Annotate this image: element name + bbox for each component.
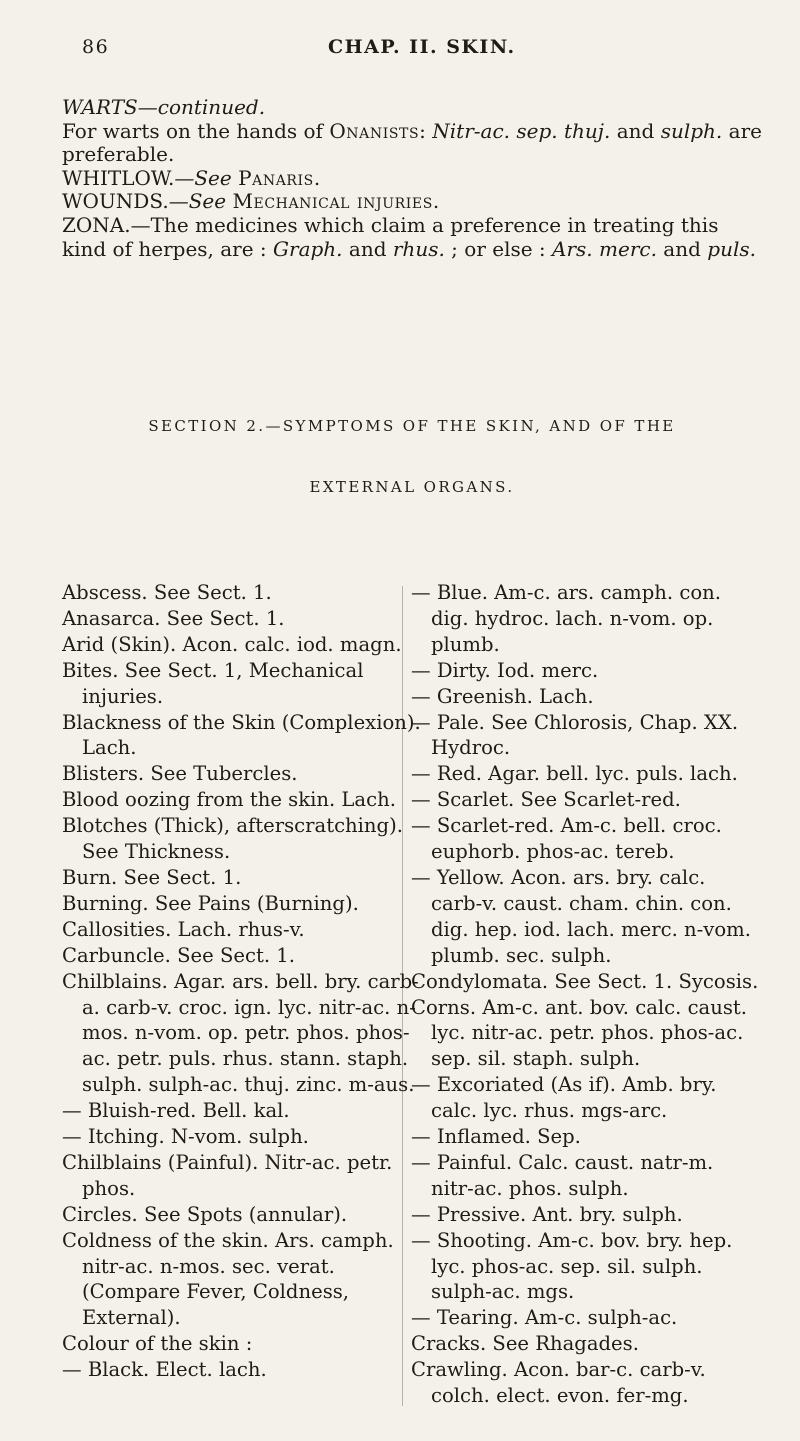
entry-left: Coldness of the skin. Ars. camph. nitr-ac. n-mos. sec. verat. (Compare Fever, Coldness, External).: [62, 1228, 394, 1330]
zona-text-2: ; or else :: [444, 236, 553, 261]
whitlow-entry: [62, 167, 762, 191]
entry-left: Burn. See Sect. 1.: [62, 865, 242, 889]
warts-end: are preferable.: [62, 118, 762, 167]
zona-label: ZONA.: [62, 212, 131, 237]
warts-onanists: Onanists: [329, 118, 420, 143]
zona-entry: [62, 214, 762, 261]
wounds-entry: [62, 190, 762, 214]
entry-right: Cracks. See Rhagades.: [411, 1332, 639, 1356]
entry-right: — Scarlet-red. Am-c. bell. croc. euphorb. phos-ac. tereb.: [411, 814, 722, 864]
entry-right: — Inflamed. Sep.: [411, 1125, 581, 1149]
entry-left: Bites. See Sect. 1, Mechanical injuries.: [62, 658, 364, 708]
entry-right: — Excoriated (As if). Amb. bry. calc. lyc. rhus. mgs-arc.: [411, 1073, 717, 1123]
entry-left: Arid (Skin). Acon. calc. iod. magn.: [62, 632, 402, 656]
zona-ars: Ars. merc.: [552, 236, 657, 261]
warts-entry: [62, 96, 762, 167]
entry-left: Anasarca. See Sect. 1.: [62, 606, 285, 630]
entry-left: Callosities. Lach. rhus-v.: [62, 917, 305, 941]
entry-right: — Pale. See Chlorosis, Chap. XX. Hydroc.: [411, 710, 739, 760]
whitlow-ref: Panaris.: [238, 165, 321, 190]
entry-right: — Scarlet. See Scarlet-red.: [411, 788, 681, 812]
entry-right: — Yellow. Acon. ars. bry. calc. carb-v. caust. cham. chin. con. dig. hep. iod. lach. merc. n-vom. plumb. sec. sulph.: [411, 865, 751, 967]
warts-sulph: sulph.: [660, 118, 723, 143]
zona-and-1: and: [342, 236, 393, 261]
zona-rhus: rhus.: [392, 236, 445, 261]
section-title-line-2: EXTERNAL ORGANS.: [309, 478, 515, 496]
entry-right: Crawling. Acon. bar-c. carb-v. colch. elect. evon. fer-mg.: [411, 1358, 706, 1408]
warts-text-1: For warts on the hands of: [62, 118, 323, 143]
entry-right: Condylomata. See Sect. 1. Sycosis.: [411, 969, 759, 993]
entry-right: — Blue. Am-c. ars. camph. con. dig. hydroc. lach. n-vom. op. plumb.: [411, 581, 721, 656]
entry-right: — Pressive. Ant. bry. sulph.: [411, 1202, 683, 1226]
entry-left: Circles. See Spots (annular).: [62, 1202, 348, 1226]
entry-left: Blood oozing from the skin. Lach.: [62, 788, 396, 812]
entry-right: — Painful. Calc. caust. natr-m. nitr-ac. phos. sulph.: [411, 1150, 714, 1200]
entry-right: Corns. Am-c. ant. bov. calc. caust. lyc. nitr-ac. petr. phos. phos-ac. sep. sil. staph. sulph.: [411, 995, 748, 1071]
entry-right: — Red. Agar. bell. lyc. puls. lach.: [411, 762, 738, 786]
running-title: CHAP. II. SKIN.: [328, 36, 516, 58]
entry-left: — Black. Elect. lach.: [62, 1358, 267, 1382]
entry-left: Abscess. See Sect. 1.: [62, 581, 272, 604]
entry-right: — Greenish. Lach.: [411, 684, 594, 708]
entry-right: — Tearing. Am-c. sulph-ac.: [411, 1306, 678, 1330]
zona-and-2: and: [656, 236, 708, 261]
entry-right: — Dirty. Iod. merc.: [411, 658, 599, 682]
entry-left: Burning. See Pains (Burning).: [62, 891, 359, 915]
whitlow-see: —See: [174, 165, 239, 190]
zona-graph: Graph.: [273, 236, 343, 261]
wounds-label: WOUNDS.: [62, 189, 169, 214]
zona-puls: puls.: [707, 236, 756, 261]
warts-heading: WARTS—continued.: [62, 95, 266, 119]
warts-text-2: :: [419, 118, 433, 143]
zona-text-1: —The medicines which claim a preference in treating this kind of herpes, are :: [62, 212, 719, 261]
entry-left: — Bluish-red. Bell. kal.: [62, 1099, 290, 1123]
entry-left: Carbuncle. See Sect. 1.: [62, 943, 295, 967]
intro-block: [62, 96, 762, 261]
page-number: 86: [82, 36, 110, 58]
section-title-line-1: SECTION 2.—SYMPTOMS OF THE SKIN, AND OF THE: [148, 417, 676, 435]
entry-left: Blisters. See Tubercles.: [62, 762, 298, 786]
whitlow-label: WHITLOW.: [62, 165, 175, 190]
entry-left: Colour of the skin :: [62, 1332, 253, 1356]
wounds-see: —See: [168, 189, 233, 214]
wounds-ref: Mechanical injuries.: [232, 189, 440, 214]
left-column: [62, 580, 422, 1383]
entry-right: — Shooting. Am-c. bov. bry. hep. lyc. phos-ac. sep. sil. sulph. sulph-ac. mgs.: [411, 1228, 733, 1304]
warts-remedies: Nitr-ac. sep. thuj.: [432, 118, 611, 143]
entry-left: Chilblains. Agar. ars. bell. bry. carb-a. carb-v. croc. ign. lyc. nitr-ac. n-mos. n-vom. op. petr. phos. phos-ac. petr. puls. rhus. stann. staph. sulph. sulph-ac. thuj. zinc. m-aus.: [62, 969, 419, 1097]
entry-left: Blotches (Thick), afterscratching). See Thickness.: [62, 814, 403, 864]
warts-and: and: [610, 118, 655, 143]
entry-left: Chilblains (Painful). Nitr-ac. petr. phos.: [62, 1150, 393, 1200]
entry-left: — Itching. N-vom. sulph.: [62, 1125, 309, 1149]
right-column: [411, 580, 761, 1409]
entry-left: Blackness of the Skin (Complexion). Lach.: [62, 710, 421, 760]
